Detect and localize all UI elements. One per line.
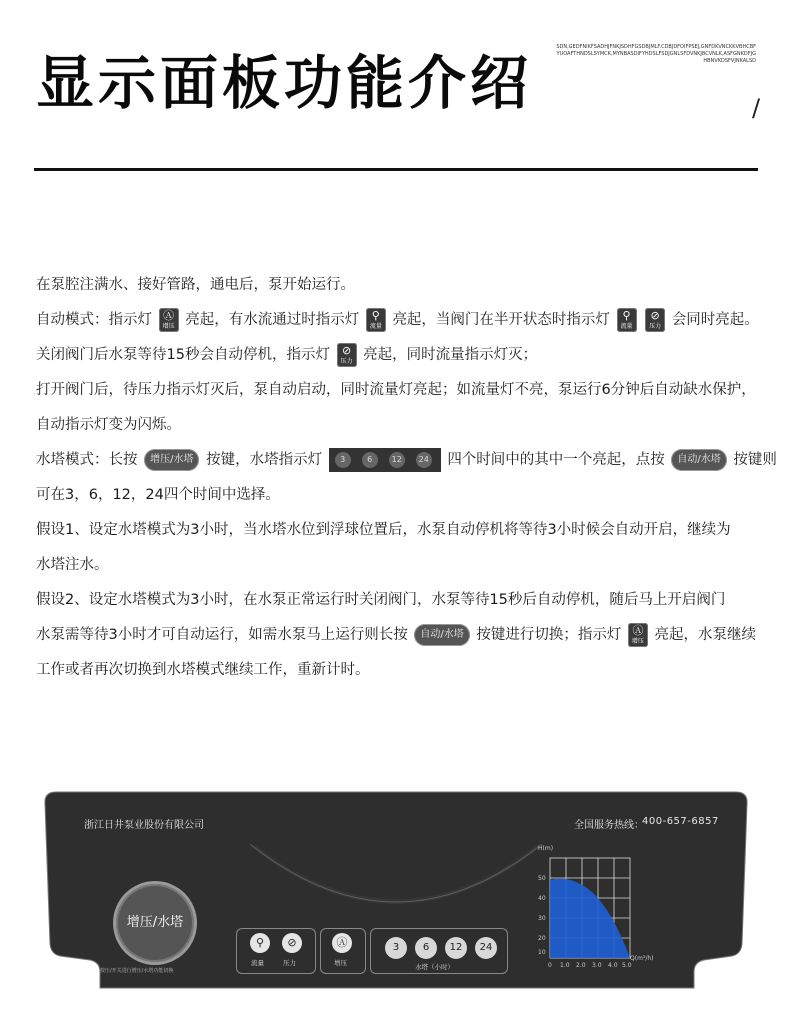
control-panel [44, 792, 748, 988]
time-indicator: 3 [335, 452, 351, 468]
x-tick: 2.0 [576, 962, 586, 969]
company-name: 浙江日井泵业股份有限公司 [84, 820, 204, 831]
tower-time-24: 24 [475, 937, 497, 959]
x-tick: 0 [548, 962, 552, 969]
y-tick: 50 [538, 875, 546, 882]
tower-time-3: 3 [385, 937, 407, 959]
tower-time-indicators [329, 448, 441, 472]
boost-icon: Ⓐ [332, 933, 352, 953]
auto-tower-button-image: 自动/水塔 [671, 449, 726, 471]
para-4: 打开阀门后，待压力指示灯灭后，泵自动启动，同时流量灯亮起；如流量灯不亮，泵运行6分钟后自动缺水保护， [36, 382, 756, 398]
y-tick: 30 [538, 915, 546, 922]
page-title: 显示面板功能介绍 [36, 49, 533, 117]
tower-time-6: 6 [415, 937, 437, 959]
title-divider [34, 168, 758, 171]
pressure-indicator-icon: ⊘ 压力 [337, 343, 357, 367]
y-tick: 40 [538, 895, 546, 902]
para-10: 假设2、设定水塔模式为3小时，在水泵正常运行时关闭阀门，水泵等待15秒后自动停机，随后马上开启阀门 [36, 592, 726, 608]
boost-tower-button[interactable]: 增压/水塔 [116, 884, 194, 962]
boost-indicator-icon: Ⓐ 增压 [628, 623, 648, 647]
flow-pressure-group [236, 928, 316, 974]
time-indicator: 12 [389, 452, 405, 468]
flow-indicator-icon: ⚲ 流量 [366, 308, 386, 332]
boost-tower-hint: 按压/开关进行增压/水塔功能切换 [100, 968, 174, 974]
para-8: 假设1、设定水塔模式为3小时，当水塔水位到浮球位置后，水泵自动停机将等待3小时候会自动开启，继续为 [36, 522, 731, 538]
pump-curve-area [550, 879, 630, 958]
para-5: 自动指示灯变为闪烁。 [36, 417, 181, 433]
pressure-indicator-icon: ⊘ 压力 [645, 308, 665, 332]
flow-icon: ⚲ [250, 933, 270, 953]
flow-label: 流量 [251, 959, 264, 967]
x-tick: 1.0 [560, 962, 570, 969]
para-7: 可在3，6，12，24四个时间中选择。 [36, 487, 280, 503]
boost-label: 增压 [334, 959, 347, 967]
auto-tower-button-image: 自动/水塔 [414, 624, 469, 646]
tower-time-group [370, 928, 508, 974]
boost-indicator-icon: Ⓐ 增压 [159, 308, 179, 332]
chart-x-unit: Q(m³/h) [630, 955, 654, 962]
chart-y-label: H(m) [538, 845, 554, 852]
x-tick: 3.0 [592, 962, 602, 969]
pressure-label: 压力 [283, 959, 296, 967]
para-12: 工作或者再次切换到水塔模式继续工作，重新计时。 [36, 662, 370, 678]
y-tick: 20 [538, 935, 546, 942]
tower-time-12: 12 [445, 937, 467, 959]
hotline-label: 全国服务热线： [574, 820, 644, 831]
performance-chart [536, 842, 654, 972]
time-indicator: 6 [362, 452, 378, 468]
para-3: 关闭阀门后水泵等待15秒会自动停机，指示灯 ⊘ 压力 亮起，同时流量指示灯灭； [36, 344, 538, 365]
para-9: 水塔注水。 [36, 557, 109, 573]
hotline-number: 400-657-6857 [642, 816, 719, 827]
para-11: 水泵需等待3小时才可自动运行，如需水泵马上运行则长按 自动/水塔 按键进行切换；指示灯 Ⓐ 增压 亮起，水泵继续 [36, 624, 757, 645]
x-tick: 4.0 [608, 962, 618, 969]
boost-tower-button-image: 增压/水塔 [144, 449, 199, 471]
header-slash: / [752, 94, 761, 122]
para-2: 自动模式：指示灯 Ⓐ 增压 亮起，有水流通过时指示灯 ⚲ 流量 亮起，当阀门在半开状态时指示灯 ⚲ 流量 ⊘ 压力 会同时亮起。 [36, 309, 759, 330]
time-indicator: 24 [416, 452, 432, 468]
para-6: 水塔模式：长按 增压/水塔 按键，水塔指示灯 3 6 12 24 四个时间中的其中一个亮起，点按 自动/水塔 按键则 [36, 443, 776, 478]
boost-group [320, 928, 366, 974]
x-tick: 5.0 [622, 962, 632, 969]
pressure-icon: ⊘ [282, 933, 302, 953]
description-text [36, 268, 776, 688]
para-1: 在泵腔注满水、接好管路，通电后，泵开始运行。 [36, 277, 355, 293]
header-noise-text: SDN,GEDFNIKFSADHJFNKJSDHFGSDBJMLF.CDBJDFOIFPSEJ,GNFDKVNCKKVBHCBFYUOAFTHNDSLSYMCK,MYNBASDIFYHDSLFSDJGNLSFDVNKJBCVNLK,ASFGNKDFJGHBNVKDSFVJNKALSD [556, 44, 756, 64]
flow-indicator-icon: ⚲ 流量 [617, 308, 637, 332]
y-tick: 10 [538, 949, 546, 956]
tower-label: 水塔（小时） [415, 963, 454, 971]
